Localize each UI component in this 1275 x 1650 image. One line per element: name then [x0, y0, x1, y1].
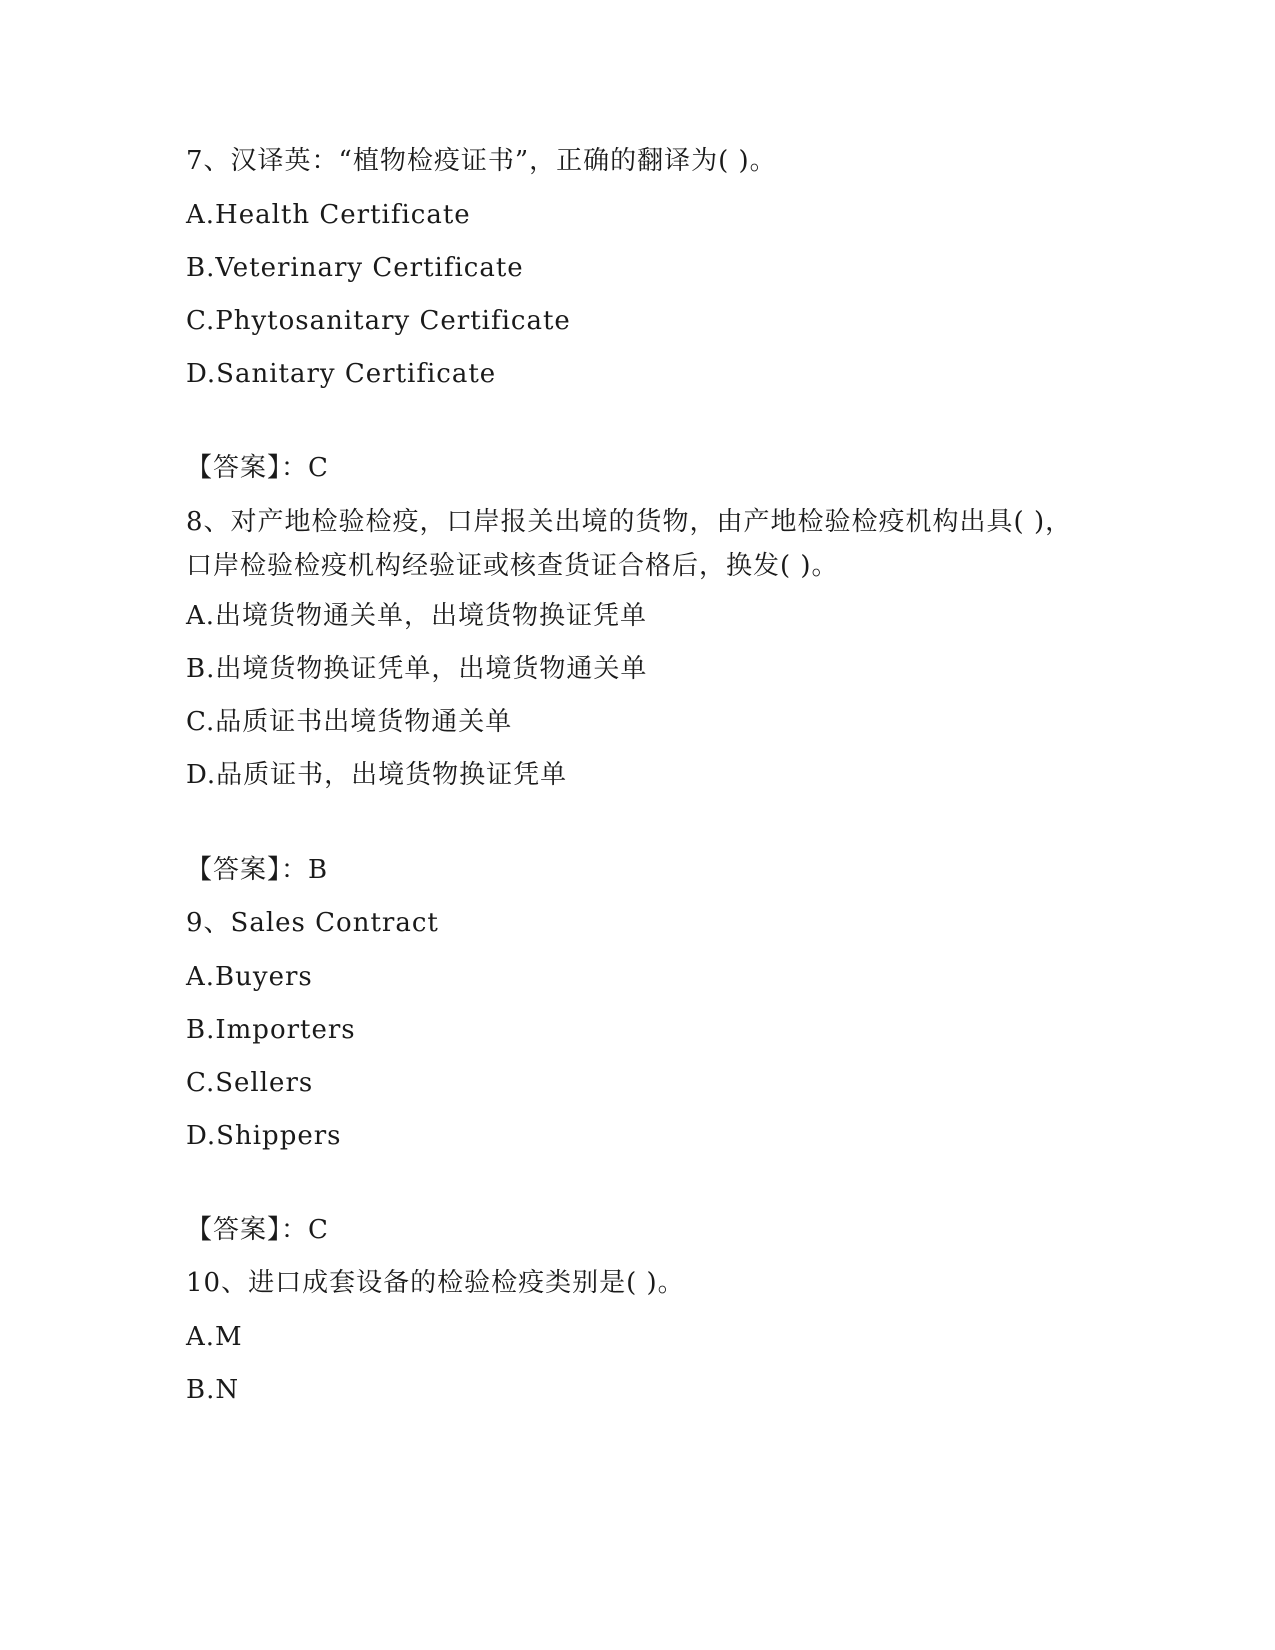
question-7-option-a: A.Health Certificate — [186, 200, 471, 230]
question-7-option-c: C.Phytosanitary Certificate — [186, 306, 571, 336]
question-8-option-b: B.出境货物换证凭单，出境货物通关单 — [186, 654, 648, 684]
question-10-stem: 10、进口成套设备的检验检疫类别是( )。 — [186, 1268, 685, 1298]
question-9-option-c: C.Sellers — [186, 1068, 314, 1098]
question-9-option-a: A.Buyers — [186, 962, 313, 992]
question-9-answer: 【答案】：C — [186, 1215, 329, 1245]
question-8-option-a: A.出境货物通关单，出境货物换证凭单 — [186, 601, 648, 631]
question-7-answer: 【答案】：C — [186, 453, 329, 483]
question-10-option-a: A.M — [186, 1322, 243, 1352]
question-7-option-b: B.Veterinary Certificate — [186, 253, 524, 283]
question-7-option-d: D.Sanitary Certificate — [186, 359, 497, 389]
question-8-answer: 【答案】：B — [186, 855, 329, 885]
question-9-stem: 9、Sales Contract — [186, 908, 439, 938]
question-10-option-b: B.N — [186, 1375, 240, 1405]
question-7-stem: 7、汉译英：“植物检疫证书”，正确的翻译为( )。 — [186, 146, 777, 176]
question-9-option-d: D.Shippers — [186, 1121, 342, 1151]
question-8-stem: 8、对产地检验检疫，口岸报关出境的货物，由产地检验检疫机构出具( )，口岸检验检疫机构经验证或核查货证合格后，换发( )。 — [186, 507, 1073, 581]
question-8-option-c: C.品质证书出境货物通关单 — [186, 707, 513, 737]
question-8-option-d: D.品质证书，出境货物换证凭单 — [186, 760, 568, 790]
question-9-option-b: B.Importers — [186, 1015, 356, 1045]
